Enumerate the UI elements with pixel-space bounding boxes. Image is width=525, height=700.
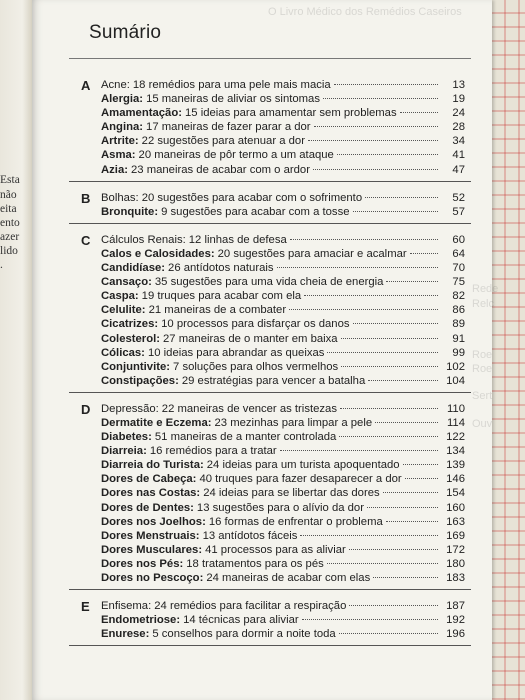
entry-description: 27 maneiras de o manter em baixa: [163, 332, 338, 345]
toc-entry: [69, 148, 471, 162]
entry-description: 16 remédios para a tratar: [149, 445, 277, 458]
entry-topic: Conjuntivite:: [101, 360, 171, 373]
entry-topic: Azia:: [101, 163, 128, 176]
entry-topic: Acne:: [101, 79, 130, 91]
bleed-through-text: Roe: [472, 363, 493, 375]
entry-description: 26 antídotos naturais: [168, 262, 274, 275]
entry-description: 18 remédios para uma pele mais macia: [132, 79, 331, 91]
dot-leader: [277, 267, 438, 268]
entry-description: 20 sugestões para acabar com o sofrimento: [141, 191, 363, 204]
dot-leader: [280, 450, 438, 451]
entry-description: 24 ideias para um turista apoquentado: [206, 459, 400, 472]
toc-entry: [69, 289, 471, 303]
dot-leader: [302, 619, 438, 620]
dot-leader: [403, 464, 438, 465]
entry-topic: Dores nos Pés:: [101, 557, 184, 570]
toc-entry: [69, 317, 471, 331]
entry-page-number: 89: [452, 318, 465, 331]
entry-page-number: 64: [452, 247, 465, 260]
bleed-through-text: Rede: [472, 283, 499, 295]
entry-description: 18 tratamentos para os pés: [186, 557, 324, 570]
dot-leader: [386, 521, 438, 522]
entry-page-number: 114: [446, 416, 465, 429]
dot-leader: [308, 140, 438, 141]
entry-description: 19 truques para acabar com ela: [141, 290, 302, 303]
entry-topic: Cicatrizes:: [101, 318, 159, 331]
toc-section-d: [69, 402, 471, 590]
dot-leader: [341, 366, 438, 367]
entry-topic: Cálculos Renais:: [101, 233, 186, 246]
dot-leader: [289, 309, 438, 310]
entry-description: 24 ideias para se libertar das dores: [203, 487, 380, 500]
toc-entry: [69, 599, 471, 613]
left-page-fragment: lido: [0, 245, 18, 257]
toc-entry: [69, 303, 471, 317]
dot-leader: [386, 281, 438, 282]
entry-description: 35 sugestões para uma vida cheia de energia: [154, 276, 384, 289]
tablecloth-backdrop: [490, 0, 525, 700]
dot-leader: [327, 352, 438, 353]
entry-description: 10 processos para disfarçar os danos: [161, 318, 350, 331]
entry-topic: Dermatite e Eczema:: [101, 416, 212, 429]
entry-page-number: 180: [446, 557, 465, 570]
entry-topic: Diarreia:: [101, 445, 147, 458]
toc-entry: [69, 120, 471, 134]
entry-page-number: 134: [446, 445, 465, 458]
toc-entry: [69, 92, 471, 106]
entry-page-number: 70: [452, 262, 465, 275]
entry-topic: Dores no Pescoço:: [101, 572, 204, 584]
entry-page-number: 24: [452, 107, 465, 120]
toc-entry: [69, 529, 471, 543]
entry-description: 22 sugestões para atenuar a dor: [141, 135, 305, 148]
dot-leader: [339, 633, 438, 634]
dot-leader: [323, 98, 438, 99]
toc-entry: [69, 571, 471, 585]
entry-description: 10 ideias para abrandar as queixas: [147, 346, 325, 359]
entry-page-number: 146: [446, 473, 465, 486]
entry-page-number: 122: [446, 431, 465, 444]
entry-description: 5 conselhos para dormir a noite toda: [152, 628, 336, 641]
toc-entry: [69, 402, 471, 416]
table-of-contents: [69, 78, 471, 655]
dot-leader: [353, 211, 439, 212]
entry-description: 7 soluções para olhos vermelhos: [173, 360, 339, 373]
entry-topic: Cólicas:: [101, 346, 145, 359]
toc-entry: [69, 486, 471, 500]
entry-description: 24 maneiras de acabar com elas: [206, 572, 371, 584]
dot-leader: [341, 338, 438, 339]
entry-description: 12 linhas de defesa: [188, 233, 287, 246]
entry-topic: Dores nos Joelhos:: [101, 515, 206, 528]
entry-page-number: 57: [452, 205, 465, 218]
left-page-edge: [0, 0, 32, 700]
toc-entry: [69, 205, 471, 219]
left-page-fragment: eita: [0, 203, 17, 215]
entry-page-number: 160: [446, 501, 465, 514]
toc-entry: [69, 233, 471, 247]
entry-page-number: 60: [452, 233, 465, 246]
dot-leader: [290, 239, 438, 240]
entry-topic: Angina:: [101, 121, 144, 134]
dot-leader: [327, 563, 438, 564]
entry-topic: Amamentação:: [101, 107, 182, 120]
left-page-fragment: ento: [0, 217, 20, 229]
entry-topic: Asma:: [101, 149, 136, 162]
toc-section-e: [69, 599, 471, 646]
entry-page-number: 82: [452, 290, 465, 303]
toc-entry: [69, 78, 471, 92]
toc-entry: [69, 515, 471, 529]
toc-entry: [69, 557, 471, 571]
entry-page-number: 139: [446, 459, 465, 472]
entry-topic: Dores Menstruais:: [101, 529, 200, 542]
entry-topic: Diabetes:: [101, 431, 152, 444]
entry-description: 16 formas de enfrentar o problema: [208, 515, 383, 528]
entry-description: 41 processos para as aliviar: [205, 543, 346, 556]
entry-page-number: 154: [446, 487, 465, 500]
toc-section-a: [69, 78, 471, 182]
entry-description: 20 maneiras de pôr termo a um ataque: [138, 149, 334, 162]
dot-leader: [367, 507, 438, 508]
dot-leader: [373, 577, 438, 578]
bleed-through-text: Relc: [472, 298, 495, 310]
entry-topic: Dores de Cabeça:: [101, 473, 197, 486]
entry-page-number: 110: [446, 402, 465, 415]
entry-topic: Enurese:: [101, 628, 150, 641]
toc-entry: [69, 472, 471, 486]
book-page: [32, 0, 499, 700]
entry-page-number: 52: [452, 191, 465, 204]
entry-page-number: 99: [452, 346, 465, 359]
dot-leader: [314, 126, 438, 127]
left-page-fragment: .: [0, 259, 3, 271]
toc-entry: [69, 444, 471, 458]
entry-description: 21 maneiras de a combater: [148, 304, 287, 317]
entry-description: 13 sugestões para o alívio da dor: [196, 501, 364, 514]
entry-page-number: 102: [446, 360, 465, 373]
toc-entry: [69, 106, 471, 120]
toc-entry: [69, 134, 471, 148]
entry-topic: Dores nas Costas:: [101, 487, 201, 500]
section-letter: E: [81, 599, 90, 615]
toc-entry: [69, 346, 471, 360]
entry-topic: Dores de Dentes:: [101, 501, 194, 514]
bleed-through-text: O Livro Médico dos Remédios Caseiros: [268, 6, 462, 18]
dot-leader: [339, 436, 438, 437]
dot-leader: [349, 549, 438, 550]
entry-topic: Celulite:: [101, 304, 146, 317]
entry-topic: Calos e Calosidades:: [101, 247, 215, 260]
dot-leader: [300, 535, 438, 536]
entry-topic: Artrite:: [101, 135, 139, 148]
entry-page-number: 41: [452, 149, 465, 162]
toc-entry: [69, 191, 471, 205]
entry-page-number: 187: [446, 600, 465, 613]
entry-page-number: 163: [446, 515, 465, 528]
entry-topic: Dores Musculares:: [101, 543, 203, 556]
dot-leader: [340, 408, 438, 409]
entry-topic: Alergia:: [101, 93, 144, 106]
entry-page-number: 86: [452, 304, 465, 317]
entry-page-number: 104: [446, 374, 465, 387]
entry-page-number: 75: [452, 276, 465, 289]
entry-description: 15 ideias para amamentar sem problemas: [185, 107, 397, 120]
entry-description: 9 sugestões para acabar com a tosse: [161, 205, 350, 218]
entry-page-number: 172: [446, 543, 465, 556]
entry-page-number: 34: [452, 135, 465, 148]
entry-topic: Bolhas:: [101, 191, 139, 204]
toc-entry: [69, 416, 471, 430]
dot-leader: [313, 169, 438, 170]
entry-description: 13 antídotos fáceis: [202, 529, 298, 542]
dot-leader: [337, 154, 438, 155]
entry-description: 51 maneiras de a manter controlada: [154, 431, 337, 444]
toc-entry: [69, 261, 471, 275]
toc-entry: [69, 627, 471, 641]
entry-description: 29 estratégias para vencer a batalha: [181, 374, 366, 387]
section-letter: C: [81, 232, 91, 248]
left-page-fragment: azer: [0, 231, 20, 243]
entry-topic: Constipações:: [101, 374, 179, 387]
entry-topic: Endometriose:: [101, 614, 181, 627]
entry-page-number: 169: [446, 529, 465, 542]
entry-description: 17 maneiras de fazer parar a dor: [146, 121, 311, 134]
entry-page-number: 28: [452, 121, 465, 134]
toc-entry: [69, 430, 471, 444]
toc-entry: [69, 360, 471, 374]
toc-entry: [69, 613, 471, 627]
entry-description: 40 truques para fazer desaparecer a dor: [199, 473, 402, 486]
entry-page-number: 19: [452, 93, 465, 106]
section-letter: D: [81, 401, 91, 417]
entry-page-number: 47: [452, 163, 465, 176]
entry-description: 15 maneiras de aliviar os sintomas: [146, 93, 320, 106]
dot-leader: [353, 323, 438, 324]
left-page-fragment: não: [0, 189, 17, 201]
bleed-through-text: Ouv: [472, 418, 493, 430]
entry-page-number: 196: [446, 628, 465, 641]
entry-description: 22 maneiras de vencer as tristezas: [161, 402, 337, 415]
toc-entry: [69, 275, 471, 289]
dot-leader: [405, 478, 438, 479]
dot-leader: [400, 112, 438, 113]
entry-topic: Candidíase:: [101, 262, 166, 275]
entry-topic: Caspa:: [101, 290, 139, 303]
toc-section-b: [69, 191, 471, 224]
entry-page-number: 91: [452, 332, 465, 345]
toc-entry: [69, 163, 471, 177]
toc-section-c: [69, 233, 471, 393]
section-letter: B: [81, 190, 91, 206]
entry-page-number: 13: [452, 79, 465, 91]
entry-topic: Depressão:: [101, 402, 159, 415]
bleed-through-text: Sert: [472, 390, 493, 402]
toc-entry: [69, 543, 471, 557]
entry-topic: Enfisema:: [101, 600, 152, 613]
entry-topic: Bronquite:: [101, 205, 159, 218]
entry-topic: Diarreia do Turista:: [101, 459, 204, 472]
toc-entry: [69, 374, 471, 388]
toc-entry: [69, 332, 471, 346]
dot-leader: [368, 380, 438, 381]
dot-leader: [349, 605, 438, 606]
dot-leader: [365, 197, 438, 198]
entry-description: 23 mezinhas para limpar a pele: [214, 416, 373, 429]
entry-description: 20 sugestões para amaciar e acalmar: [217, 247, 407, 260]
title-divider: [69, 58, 471, 59]
dot-leader: [334, 84, 438, 85]
entry-topic: Colesterol:: [101, 332, 161, 345]
dot-leader: [375, 422, 438, 423]
dot-leader: [383, 492, 438, 493]
toc-entry: [69, 501, 471, 515]
page-title: Sumário: [89, 22, 162, 43]
dot-leader: [304, 295, 438, 296]
bleed-through-text: Roe: [472, 349, 493, 361]
toc-entry: [69, 247, 471, 261]
entry-description: 14 técnicas para aliviar: [183, 614, 299, 627]
entry-description: 23 maneiras de acabar com o ardor: [131, 163, 310, 176]
toc-entry: [69, 458, 471, 472]
entry-topic: Cansaço:: [101, 276, 152, 289]
left-page-fragment: Esta: [0, 174, 20, 186]
entry-description: 24 remédios para facilitar a respiração: [154, 600, 347, 613]
dot-leader: [410, 253, 438, 254]
entry-page-number: 192: [446, 614, 465, 627]
section-letter: A: [81, 78, 91, 93]
entry-page-number: 183: [446, 572, 465, 584]
